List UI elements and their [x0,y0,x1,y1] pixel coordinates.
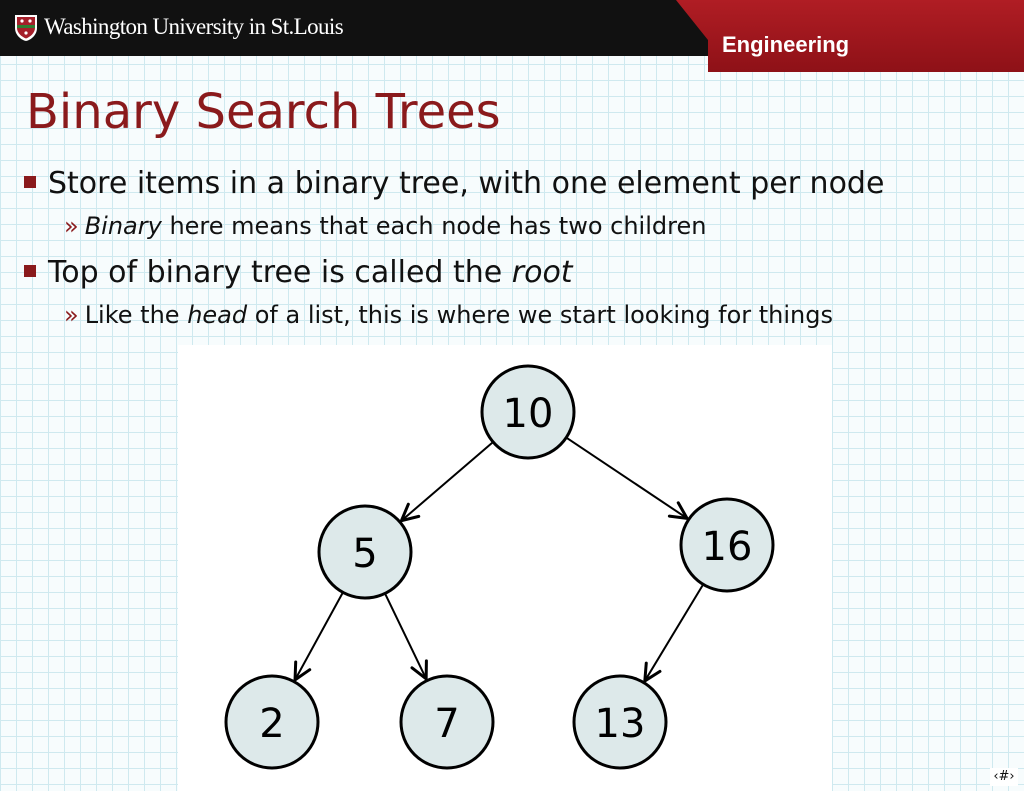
sub-bullet-text: of a list, this is where we start looking for things [247,301,833,329]
tree-node-2 [226,676,318,768]
node-label: 16 [701,524,753,570]
tree-node-7 [401,676,493,768]
emphasis-text: head [187,301,248,329]
sub-bullet-text: Like the [84,301,188,329]
node-label: 5 [352,531,378,577]
slide-title: Binary Search Trees [26,84,501,140]
tree-node-13 [574,676,666,768]
sub-bullet-text: here means that each node has two children [161,212,707,240]
page-number: ‹#› [990,768,1018,786]
tree-edge-arrow [295,592,343,680]
bullet-text: Top of binary tree is called the [48,255,512,290]
node-label: 2 [259,701,285,747]
university-wordmark: Washington University in St.Louis [44,14,344,39]
node-label: 7 [434,701,460,747]
school-label: Engineering [722,32,850,57]
tree-node-10 [482,366,574,458]
tree-node-5 [319,506,411,598]
sub-bullet-marker: » [64,301,79,329]
emphasis-text: root [511,255,573,290]
tree-edge-arrow [645,584,703,681]
node-label: 10 [502,391,554,437]
tree-edge-arrow [566,438,687,519]
node-label: 13 [594,701,646,747]
tree-edge-arrow [401,442,493,521]
tree-node-16 [681,499,773,591]
bullet-text: Store items in a binary tree, with one element per node [48,166,885,201]
emphasis-text: Binary [84,212,162,240]
tree-edge-arrow [385,593,426,678]
sub-bullet-marker: » [64,212,79,240]
